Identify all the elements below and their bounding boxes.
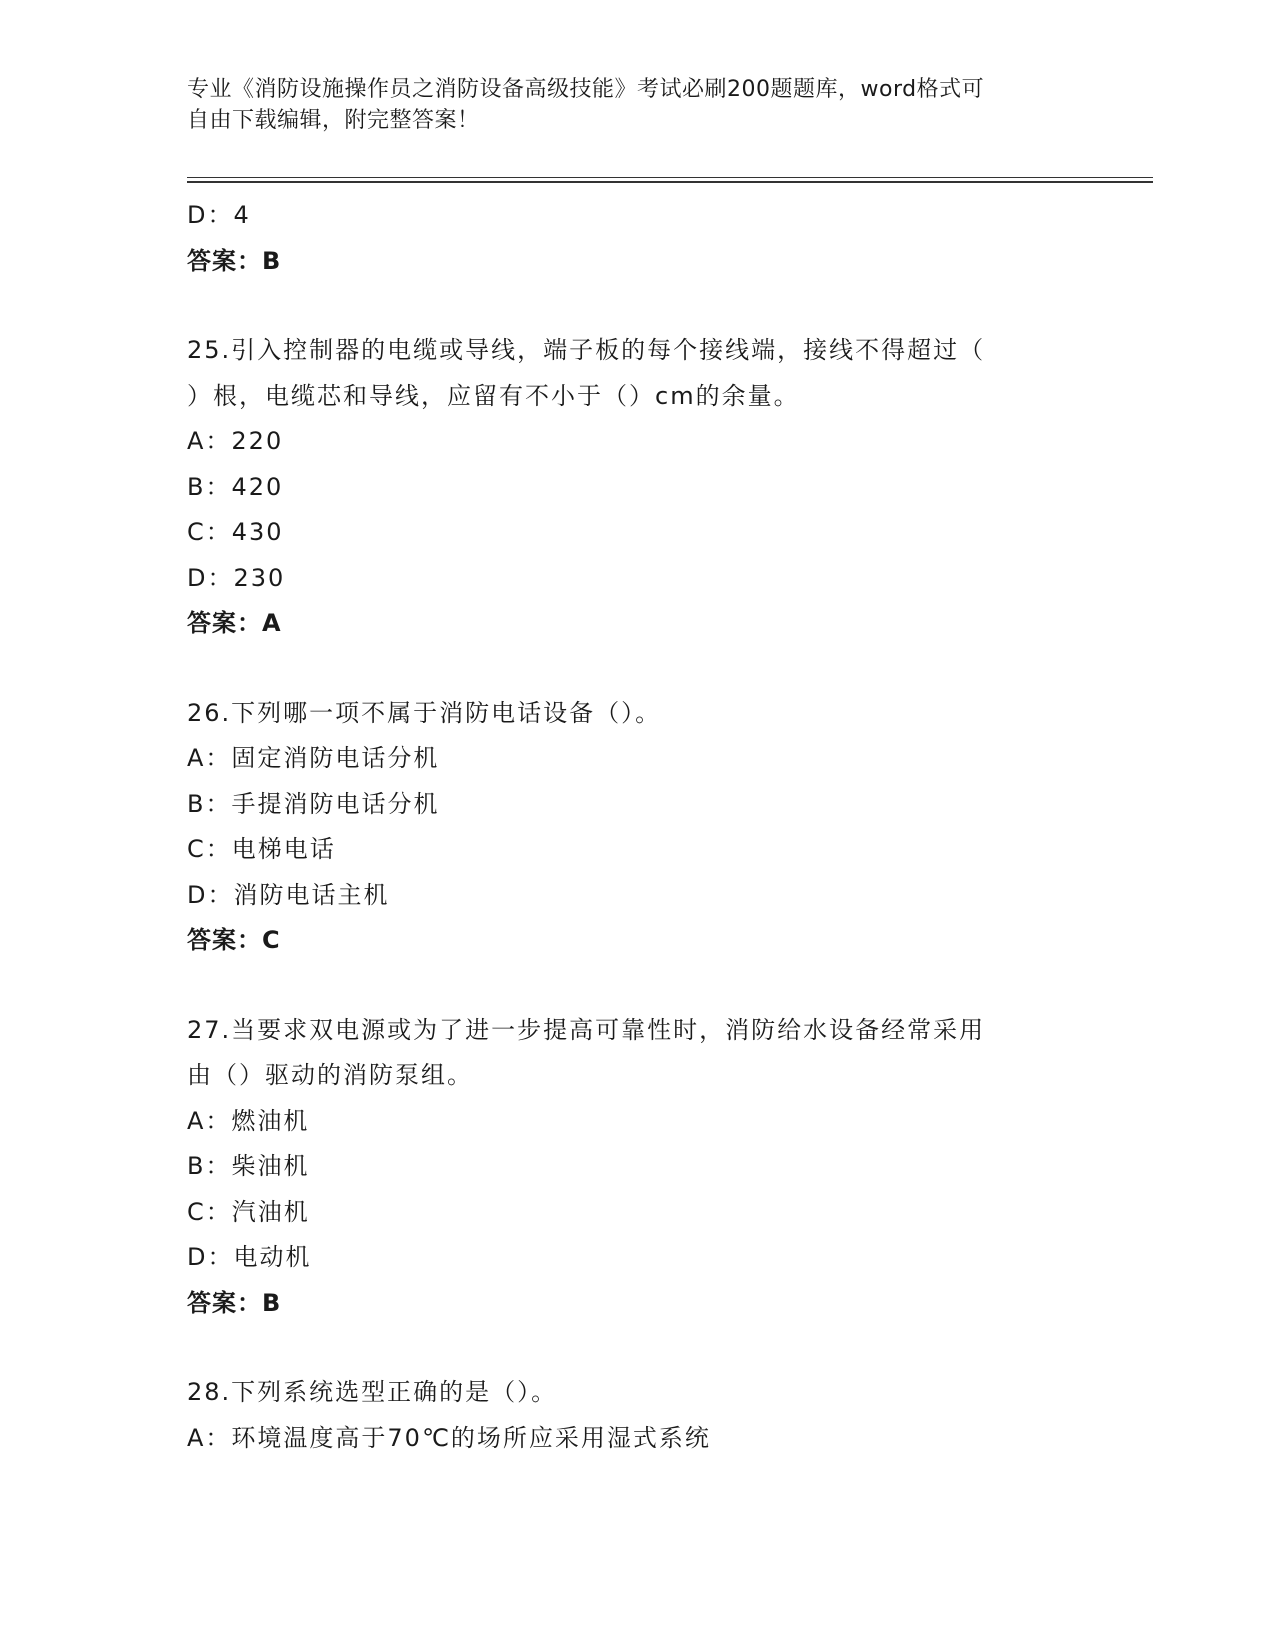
option-c: C：汽油机 — [187, 1197, 310, 1226]
option-d: D：230 — [187, 563, 286, 592]
answer-line: 答案：B — [187, 246, 282, 275]
question-content — [187, 193, 1087, 1461]
header-rule-thick — [187, 181, 1153, 183]
option-c: C：电梯电话 — [187, 835, 336, 863]
option-a: A：燃油机 — [187, 1106, 310, 1135]
answer-line: 答案：C — [187, 926, 281, 954]
question-28 — [187, 1370, 1087, 1461]
option-d: D：消防电话主机 — [187, 880, 390, 909]
question-stem: 27.当要求双电源或为了进一步提高可靠性时，消防给水设备经常采用 — [187, 1015, 986, 1044]
answer-line: 答案：A — [187, 609, 282, 637]
page-header — [187, 74, 1067, 136]
previous-question-fragment — [187, 193, 1087, 284]
option-b: B：手提消防电话分机 — [187, 789, 440, 818]
spacer — [187, 964, 1087, 1008]
option-d: D：电动机 — [187, 1243, 312, 1271]
question-stem: 25.引入控制器的电缆或导线，端子板的每个接线端，接线不得超过（ — [187, 336, 986, 364]
spacer — [187, 647, 1087, 691]
question-stem: 28.下列系统选型正确的是（）。 — [187, 1378, 558, 1406]
option-b: B：420 — [187, 472, 284, 501]
question-stem: 26.下列哪一项不属于消防电话设备（）。 — [187, 698, 662, 727]
question-stem-continued: 由（）驱动的消防泵组。 — [187, 1061, 473, 1089]
spacer — [187, 284, 1087, 328]
question-stem-continued: ）根，电缆芯和导线，应留有不小于（）cm的余量。 — [187, 381, 800, 410]
question-25 — [187, 328, 1087, 647]
option-a: A：环境温度高于70℃的场所应采用湿式系统 — [187, 1423, 711, 1452]
option-a: A：220 — [187, 427, 284, 455]
header-line-2: 自由下载编辑，附完整答案！ — [187, 108, 480, 133]
question-27 — [187, 1008, 1087, 1327]
question-26 — [187, 691, 1087, 964]
option-c: C：430 — [187, 518, 284, 546]
option-d: D：4 — [187, 201, 251, 229]
option-a: A：固定消防电话分机 — [187, 744, 440, 772]
header-rule-thin — [187, 177, 1153, 178]
spacer — [187, 1326, 1087, 1370]
answer-line: 答案：B — [187, 1288, 282, 1317]
option-b: B：柴油机 — [187, 1152, 310, 1180]
header-line-1: 专业《消防设施操作员之消防设备高级技能》考试必刷200题题库，word格式可 — [187, 77, 985, 102]
